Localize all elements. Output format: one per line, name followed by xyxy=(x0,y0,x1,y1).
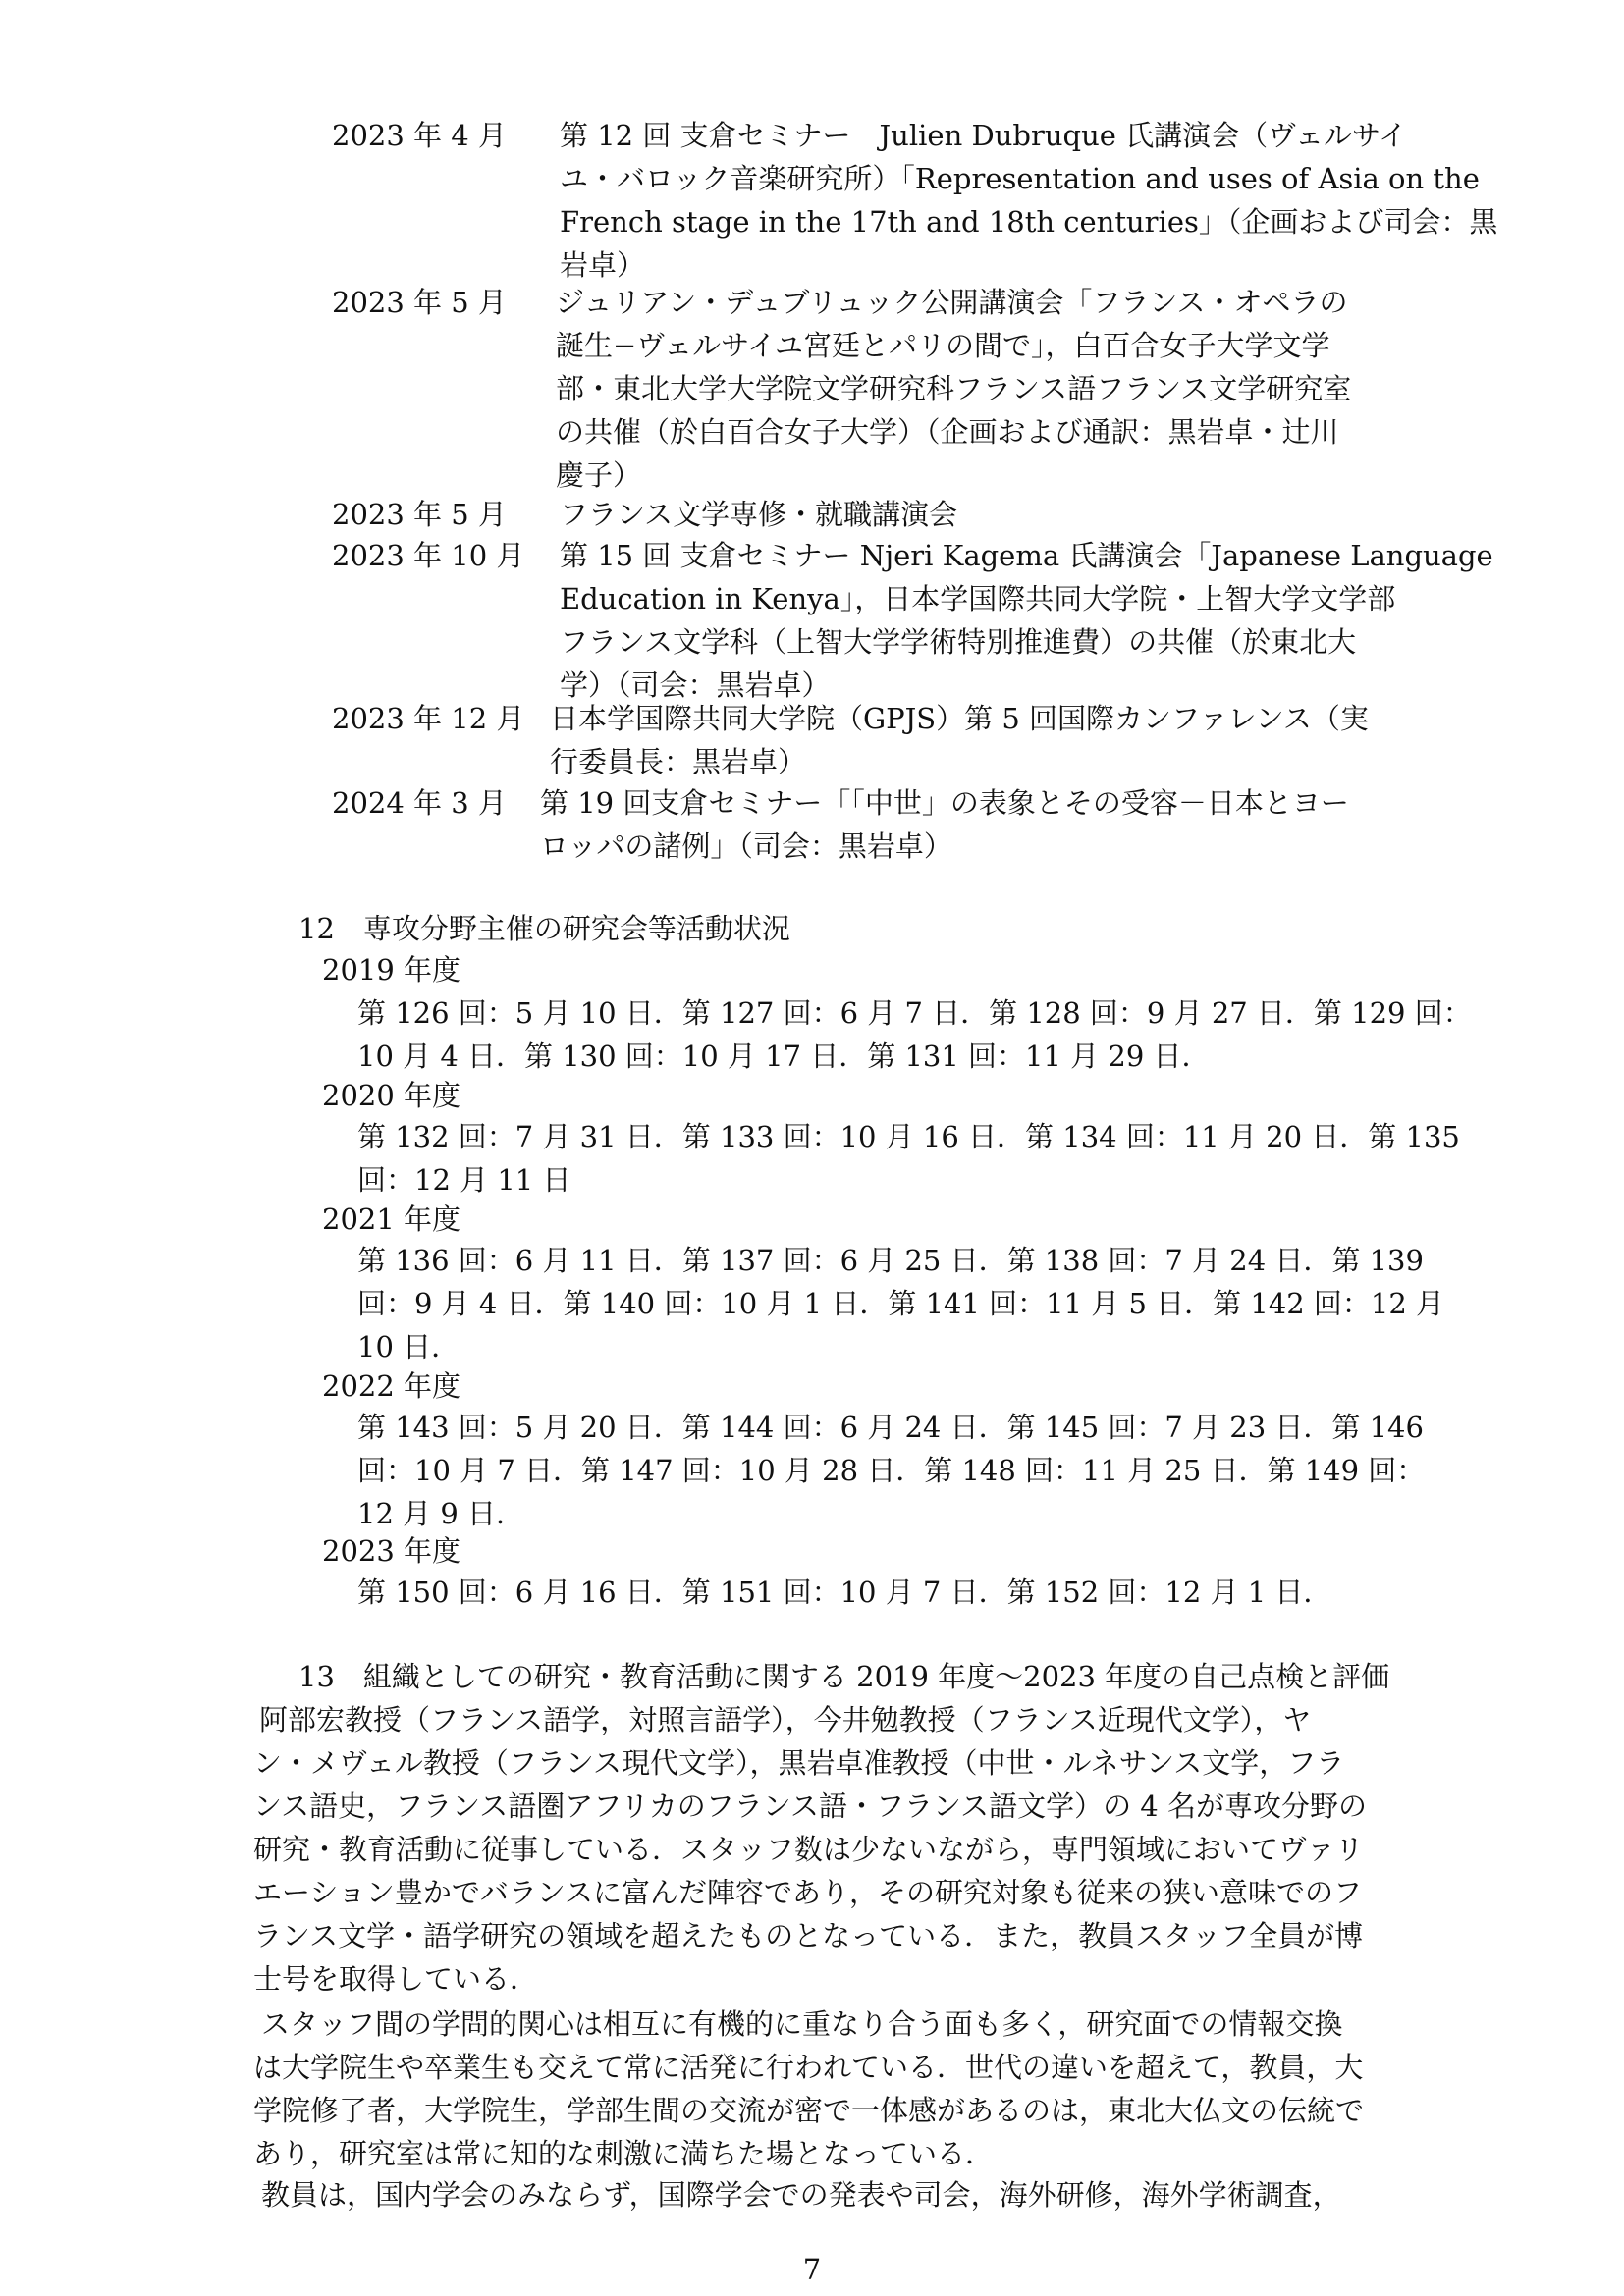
event-description xyxy=(540,781,1384,868)
meeting-line: 第 143 回：5 月 20 日．第 144 回：6 月 24 日．第 145 回：7 月 23 日．第 146 xyxy=(357,1411,1424,1444)
paragraph-line: 研究・教育活動に従事している．スタッフ数は少ないながら，専門領域においてヴァリ xyxy=(253,1833,1364,1866)
event-line: 誕生−ヴェルサイユ宮廷とパリの間で」，白百合女子大学文学 xyxy=(556,329,1330,362)
meeting-line: 10 日． xyxy=(357,1330,460,1363)
event-line: 第 15 回 支倉セミナー Njeri Kagema 氏講演会「Japanese Language xyxy=(560,539,1493,572)
meeting-line: 12 月 9 日． xyxy=(357,1497,525,1530)
event-description xyxy=(560,534,1493,707)
event-line: 岩卓） xyxy=(560,248,646,282)
event-date: 2023 年 4 月 xyxy=(332,119,507,152)
event-description xyxy=(556,281,1400,497)
paragraph-line: ン・メヴェル教授（フランス現代文学），黒岩卓准教授（中世・ルネサンス文学，フラ xyxy=(253,1746,1345,1780)
section-12-heading: 12 専攻分野主催の研究会等活動状況 xyxy=(298,912,790,945)
meeting-line: 第 126 回：5 月 10 日．第 127 回：6 月 7 日．第 128 回：9 月 27 日．第 129 回： xyxy=(357,996,1472,1030)
event-line: ユ・バロック音楽研究所）「Representation and uses of Asia on the xyxy=(560,162,1480,195)
event-line: French stage in the 17th and 18th centuries」（企画および司会：黒 xyxy=(560,205,1498,239)
event-line: 日本学国際共同大学院（GPJS）第 5 回国際カンファレンス（実 xyxy=(550,702,1369,735)
paragraph-line: 教員は，国内学会のみならず，国際学会での発表や司会，海外研修，海外学術調査， xyxy=(261,2178,1341,2212)
event-line: ジュリアン・デュブリュック公開講演会「フランス・オペラの xyxy=(556,286,1348,319)
meeting-list xyxy=(357,1239,1444,1368)
paragraph-line: あり，研究室は常に知的な刺激に満ちた場となっている． xyxy=(253,2137,995,2170)
paragraph-line: 学院修了者，大学院生，学部生間の交流が密で一体感があるのは，東北大仏文の伝統で xyxy=(253,2094,1365,2127)
event-description xyxy=(550,697,1394,783)
meeting-line: 回：10 月 7 日．第 147 回：10 月 28 日．第 148 回：11 月 25 日．第 149 回： xyxy=(357,1454,1426,1487)
event-line: 第 19 回支倉セミナー「「中世」の表象とその受容－日本とヨー xyxy=(540,786,1349,820)
year-label: 2021 年度 xyxy=(322,1202,461,1236)
year-label: 2023 年度 xyxy=(322,1534,461,1568)
paragraph xyxy=(253,1698,1367,2001)
event-date: 2023 年 12 月 xyxy=(332,702,525,735)
event-line: 慶子） xyxy=(556,458,642,492)
event-date: 2023 年 10 月 xyxy=(332,539,525,572)
event-description xyxy=(560,493,1404,536)
event-line: Education in Kenya」，日本学国際共同大学院・上智大学文学部 xyxy=(560,582,1396,615)
event-date: 2024 年 3 月 xyxy=(332,786,507,820)
page-number: 7 xyxy=(802,2253,822,2286)
event-line: フランス文学科（上智大学学術特別推進費）の共催（於東北大 xyxy=(560,625,1357,659)
paragraph xyxy=(253,2002,1364,2175)
paragraph-line: 阿部宏教授（フランス語学，対照言語学），今井勉教授（フランス近現代文学），ヤ xyxy=(259,1703,1312,1736)
event-line: の共催（於白百合女子大学）（企画および通訳：黒岩卓・辻川 xyxy=(556,415,1339,449)
section-13-heading: 13 組織としての研究・教育活動に関する 2019 年度～2023 年度の自己点検と評価 xyxy=(298,1660,1390,1693)
event-description xyxy=(560,114,1498,287)
paragraph xyxy=(253,2173,1341,2216)
meeting-line: 第 150 回：6 月 16 日．第 151 回：10 月 7 日．第 152 回：12 月 1 日． xyxy=(357,1575,1332,1609)
paragraph-line: エーション豊かでバランスに富んだ陣容であり，その研究対象も従来の狭い意味でのフ xyxy=(253,1876,1362,1909)
paragraph-line: ンス語史，フランス語圏アフリカのフランス語・フランス語文学）の 4 名が専攻分野の xyxy=(253,1789,1367,1823)
year-label: 2019 年度 xyxy=(322,953,461,987)
event-line: フランス文学専修・就職講演会 xyxy=(560,498,958,531)
event-line: 部・東北大学大学院文学研究科フランス語フランス文学研究室 xyxy=(556,372,1352,405)
paragraph-line: は大学院生や卒業生も交えて常に活発に行われている．世代の違いを超えて，教員，大 xyxy=(253,2051,1364,2084)
event-line: 行委員長：黒岩卓） xyxy=(550,745,807,778)
event-date: 2023 年 5 月 xyxy=(332,286,507,319)
meeting-line: 第 136 回：6 月 11 日．第 137 回：6 月 25 日．第 138 回：7 月 24 日．第 139 xyxy=(357,1244,1424,1277)
meeting-line: 回：9 月 4 日．第 140 回：10 月 1 日．第 141 回：11 月 5 日．第 142 回：12 月 xyxy=(357,1287,1445,1320)
event-line: 学）（司会：黒岩卓） xyxy=(560,668,831,702)
year-label: 2022 年度 xyxy=(322,1369,461,1403)
meeting-list xyxy=(357,1571,1331,1614)
meeting-line: 10 月 4 日．第 130 回：10 月 17 日．第 131 回：11 月 29 日． xyxy=(357,1040,1211,1073)
event-line: ロッパの諸例」（司会：黒岩卓） xyxy=(540,829,952,863)
paragraph-line: スタッフ間の学問的関心は相互に有機的に重なり合う面も多く，研究面での情報交換 xyxy=(261,2007,1343,2041)
meeting-list xyxy=(357,1406,1425,1535)
meeting-line: 回：12 月 11 日 xyxy=(357,1163,571,1197)
paragraph-line: ランス文学・語学研究の領域を超えたものとなっている．また，教員スタッフ全員が博 xyxy=(253,1919,1364,1952)
meeting-line: 第 132 回：7 月 31 日．第 133 回：10 月 16 日．第 134 回：11 月 20 日．第 135 xyxy=(357,1120,1460,1153)
event-date: 2023 年 5 月 xyxy=(332,498,507,531)
meeting-list xyxy=(357,1115,1460,1201)
paragraph-line: 士号を取得している． xyxy=(253,1962,539,1996)
event-line: 第 12 回 支倉セミナー Julien Dubruque 氏講演会（ヴェルサイ xyxy=(560,119,1407,152)
year-label: 2020 年度 xyxy=(322,1079,461,1112)
meeting-list xyxy=(357,991,1472,1078)
